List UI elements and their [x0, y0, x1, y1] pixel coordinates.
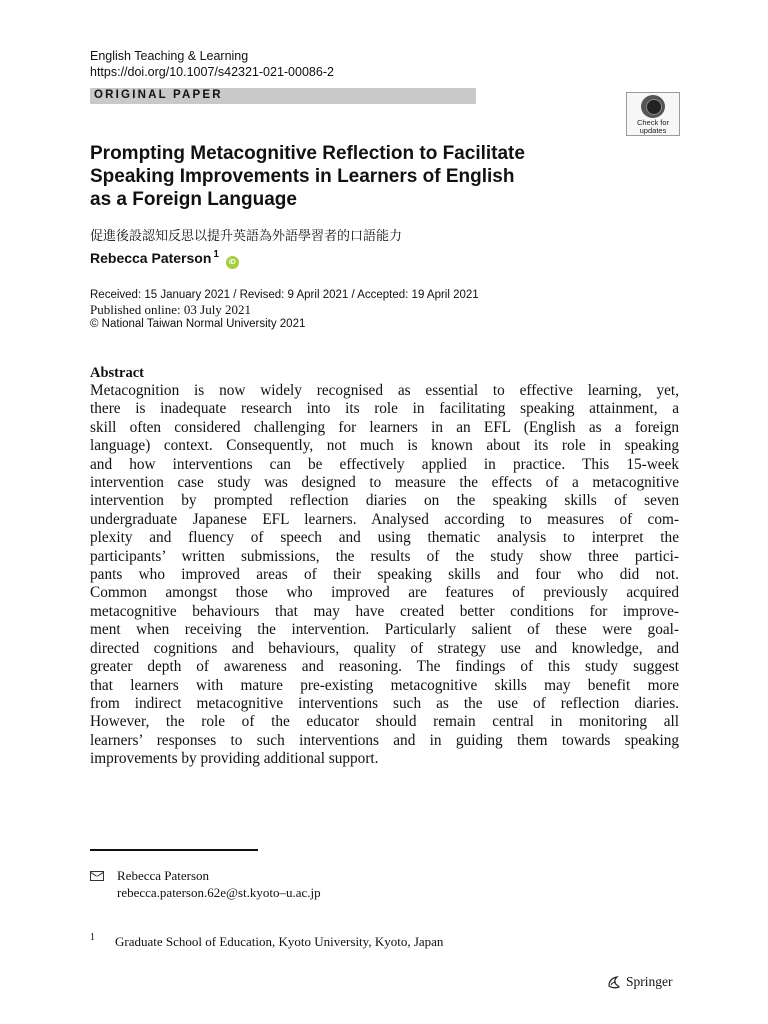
doi-link[interactable]: https://doi.org/10.1007/s42321-021-00086-2 [90, 65, 334, 79]
abstract-line: there is inadequate research into its role in facilitating speaking attainment, a [90, 400, 679, 418]
abstract-line: that learners with mature pre-existing metacognitive skills may benefit more [90, 676, 679, 694]
abstract-line: plexity and fluency of speech and using thematic analysis to interpret the [90, 529, 679, 547]
abstract-line: skill often considered challenging for learners in an EFL (English as a foreign [90, 418, 679, 436]
abstract-line: improvements by providing additional support. [90, 750, 379, 768]
abstract-line: learners’ responses to such interventions and in guiding them towards speaking [90, 731, 679, 749]
journal-name: English Teaching & Learning [90, 49, 249, 63]
abstract-line: metacognitive behaviours that may have created better conditions for improve- [90, 602, 679, 620]
envelope-icon [90, 871, 104, 881]
abstract-line: directed cognitions and behaviours, quality of strategy use and knowledge, and [90, 639, 679, 657]
article-history-dates: Received: 15 January 2021 / Revised: 9 April 2021 / Accepted: 19 April 2021 [90, 289, 479, 301]
abstract-line: participants’ written submissions, the results of the study show three partici- [90, 547, 679, 565]
abstract-line: intervention case study was designed to measure the effects of a metacognitive [90, 474, 679, 492]
publisher-logo [606, 973, 673, 991]
abstract-line: Metacognition is now widely recognised as essential to effective learning, yet, [90, 382, 679, 399]
check-for-updates-badge[interactable] [626, 92, 680, 136]
title-line: Prompting Metacognitive Reflection to Facilitate [90, 143, 525, 164]
chinese-title: 促進後設認知反思以提升英語為外語學習者的口語能力 [90, 229, 403, 244]
abstract-line: language) context. Consequently, not much is known about its role in speaking [90, 437, 679, 455]
abstract-line: Common amongst those who improved are features of previously acquired [90, 584, 679, 602]
affiliation-text: Graduate School of Education, Kyoto University, Kyoto, Japan [115, 934, 444, 949]
abstract-line: greater depth of awareness and reasoning. The findings of this study suggest [90, 658, 679, 676]
published-online-date: Published online: 03 July 2021 [90, 302, 252, 317]
author-name[interactable]: Rebecca Paterson [90, 250, 212, 266]
title-line: as a Foreign Language [90, 189, 297, 210]
abstract-line: and how interventions can be effectively applied in practice. This 15-week [90, 455, 679, 473]
corresponding-author-name: Rebecca Paterson [117, 868, 210, 883]
springer-logo-icon [606, 974, 622, 990]
abstract-line: pants who improved areas of their speaking skills and four who did not. [90, 566, 679, 584]
article-title [90, 142, 560, 211]
title-line: Speaking Improvements in Learners of English [90, 166, 515, 187]
corresponding-author-email[interactable]: rebecca.paterson.62e@st.kyoto–u.ac.jp [117, 885, 321, 900]
abstract-line: from indirect metacognitive interventions such as the use of reflection diaries. [90, 694, 679, 712]
abstract-body [90, 382, 679, 769]
article-category-banner [90, 88, 476, 104]
check-for-updates-label: Check for updates [636, 118, 670, 135]
orcid-icon[interactable]: iD [226, 256, 239, 269]
abstract-line: However, the role of the educator should remain central in monitoring all [90, 713, 679, 731]
footnote-divider [90, 849, 258, 851]
article-category: ORIGINAL PAPER [94, 89, 223, 101]
abstract-line: ment when receiving the intervention. Particularly salient of these were goal- [90, 621, 679, 639]
abstract-line: undergraduate Japanese EFL learners. Analysed according to measures of com- [90, 510, 679, 528]
check-for-updates-icon [641, 95, 665, 118]
author-affiliation-marker: 1 [213, 249, 219, 260]
publisher-name: Springer [626, 974, 673, 989]
author-line [90, 246, 239, 269]
abstract-line: intervention by prompted reflection diaries on the speaking skills of seven [90, 492, 679, 510]
abstract-heading: Abstract [90, 365, 144, 381]
affiliation-number: 1 [90, 932, 95, 943]
copyright-notice: © National Taiwan Normal University 2021 [90, 318, 306, 330]
